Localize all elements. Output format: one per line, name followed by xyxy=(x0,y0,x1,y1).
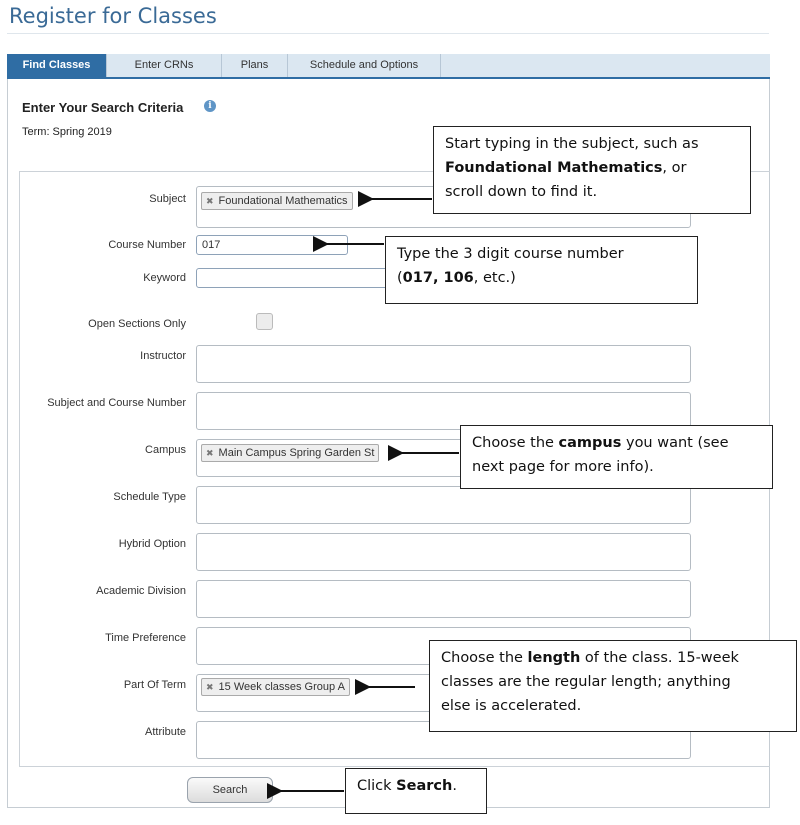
campus-label: Campus xyxy=(145,444,186,456)
instructor-label: Instructor xyxy=(140,350,186,362)
page-title: Register for Classes xyxy=(9,4,217,28)
subject-course-label: Subject and Course Number xyxy=(47,397,186,409)
callout-campus: Choose the campus you want (see next page for more info). xyxy=(460,425,773,489)
criteria-heading: Enter Your Search Criteria xyxy=(22,100,184,115)
time-preference-label: Time Preference xyxy=(105,632,186,644)
remove-icon[interactable]: ✖ xyxy=(206,196,214,206)
remove-icon[interactable]: ✖ xyxy=(206,448,214,458)
campus-chip[interactable]: ✖ Main Campus Spring Garden St xyxy=(201,444,379,462)
remove-icon[interactable]: ✖ xyxy=(206,682,214,692)
subject-label: Subject xyxy=(149,193,186,205)
course-number-input[interactable]: 017 xyxy=(196,235,348,255)
course-number-label: Course Number xyxy=(108,239,186,251)
part-of-term-chip[interactable]: ✖ 15 Week classes Group A xyxy=(201,678,350,696)
tab-schedule-options[interactable]: Schedule and Options xyxy=(288,54,441,77)
search-button[interactable]: Search xyxy=(187,777,273,803)
hybrid-option-label: Hybrid Option xyxy=(118,538,186,550)
callout-subject: Start typing in the subject, such as Foundational Mathematics, or scroll down to find it. xyxy=(433,126,751,214)
callout-course-number: Type the 3 digit course number (017, 106, etc.) xyxy=(385,236,698,304)
term-label: Term: Spring 2019 xyxy=(22,126,112,138)
part-of-term-label: Part Of Term xyxy=(123,679,186,691)
subject-chip[interactable]: ✖ Foundational Mathematics xyxy=(201,192,353,210)
tab-find-classes[interactable]: Find Classes xyxy=(7,54,107,77)
academic-division-label: Academic Division xyxy=(96,585,186,597)
callout-length: Choose the length of the class. 15-week classes are the regular length; anything else is accelerated. xyxy=(429,640,797,732)
info-icon[interactable]: i xyxy=(204,100,216,112)
open-sections-label: Open Sections Only xyxy=(88,318,186,330)
tab-enter-crns[interactable]: Enter CRNs xyxy=(107,54,222,77)
tab-plans[interactable]: Plans xyxy=(222,54,288,77)
schedule-type-label: Schedule Type xyxy=(113,491,186,503)
callout-search: Click Search. xyxy=(345,768,487,814)
keyword-label: Keyword xyxy=(143,272,186,284)
attribute-label: Attribute xyxy=(145,726,186,738)
